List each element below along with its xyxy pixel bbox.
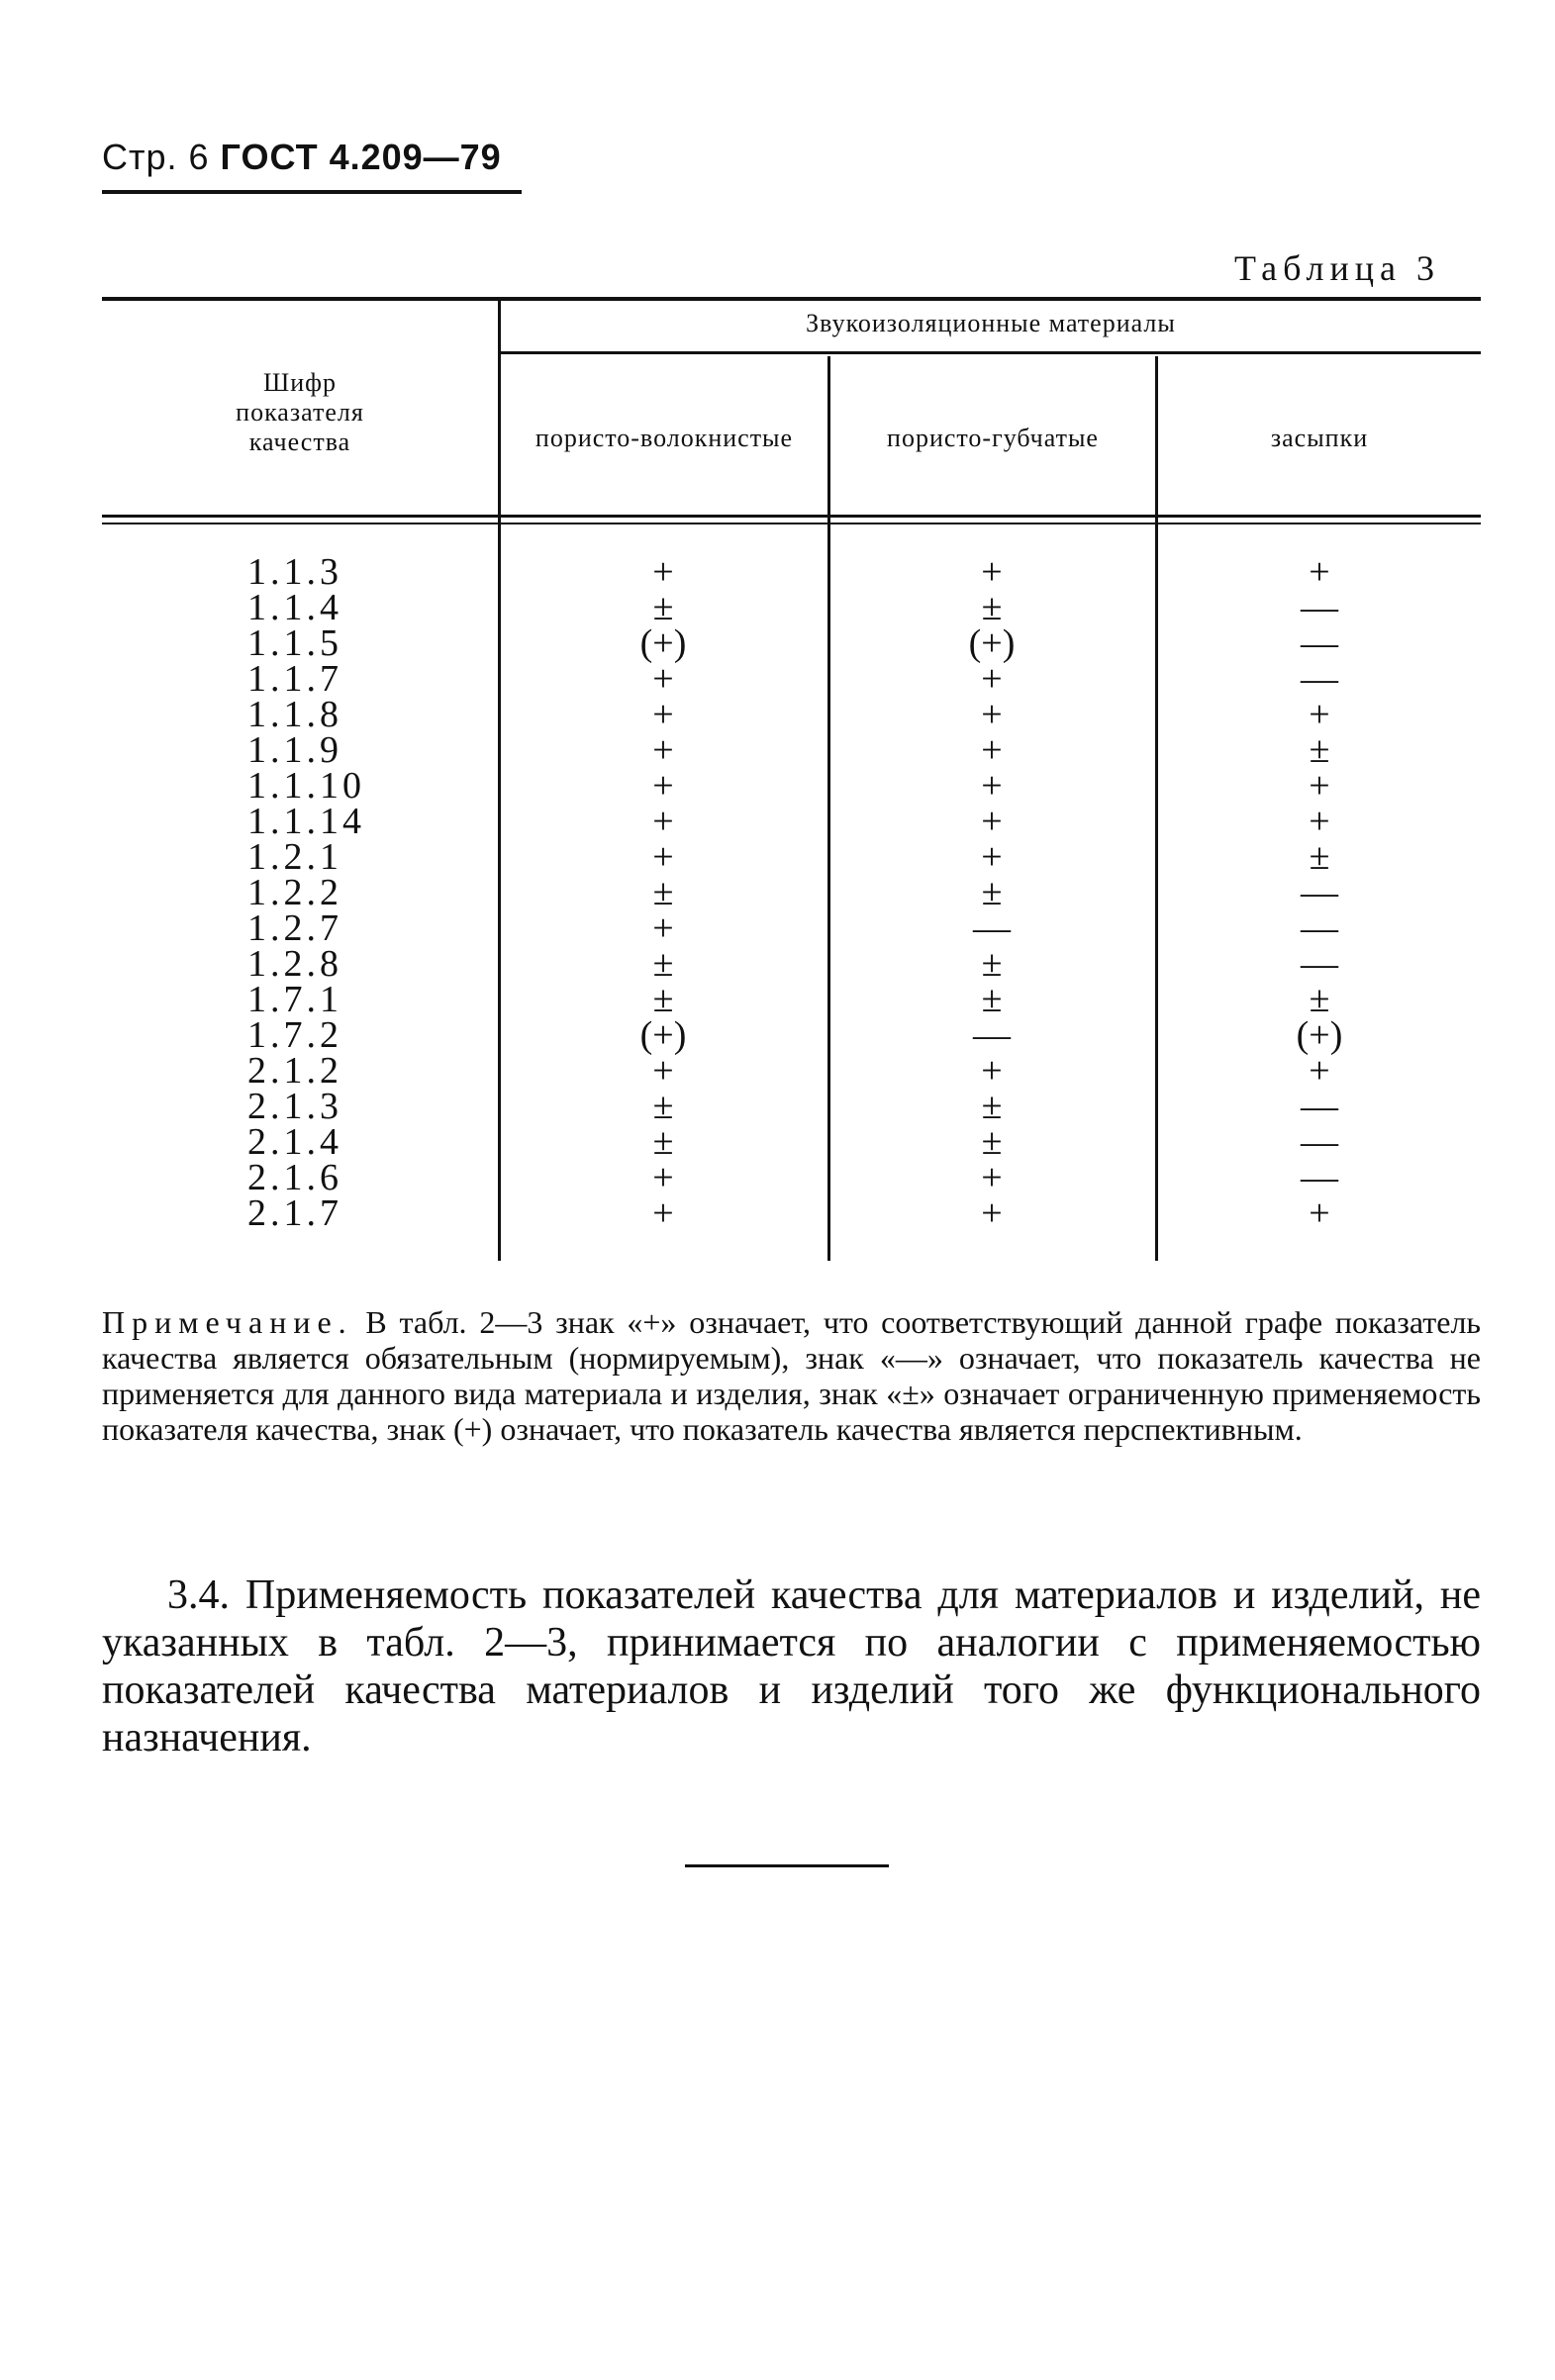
row-code: 1.1.8 (247, 694, 342, 735)
table-top-rule (102, 297, 1481, 301)
cell-mark: ± (1309, 729, 1330, 771)
column-header-fibrous: пористо-волокнистые (535, 424, 794, 452)
cell-mark: + (652, 694, 674, 735)
cell-mark: + (652, 765, 674, 807)
row-code: 2.1.6 (247, 1157, 342, 1198)
table-header-rule (102, 515, 1481, 518)
cell-mark: ± (652, 979, 674, 1020)
end-rule (685, 1864, 889, 1867)
cell-mark: — (1301, 622, 1338, 664)
row-code: 1.1.10 (247, 765, 365, 807)
cell-mark: (+) (639, 1014, 687, 1056)
cell-mark: ± (981, 979, 1003, 1020)
table-header-rule-double (102, 523, 1481, 524)
row-code: 1.2.2 (247, 872, 342, 913)
cell-mark: ± (981, 943, 1003, 985)
cell-mark: ± (981, 872, 1003, 913)
cell-mark: — (1301, 907, 1338, 949)
row-code: 1.2.7 (247, 907, 342, 949)
row-code: 1.2.1 (247, 836, 342, 878)
row-code: 2.1.4 (247, 1121, 342, 1163)
paragraph-3-4 (102, 1571, 1481, 1761)
page-header (102, 137, 502, 178)
cell-mark: — (1301, 658, 1338, 700)
cell-mark: + (981, 765, 1003, 807)
table-divider-1 (827, 356, 830, 1261)
row-code: 1.1.14 (247, 801, 365, 842)
cell-mark: ± (652, 1086, 674, 1127)
row-code: 2.1.2 (247, 1050, 342, 1092)
row-code: 2.1.3 (247, 1086, 342, 1127)
paragraph-text: 3.4. Применяемость показателей качества для материалов и изделий, не указанных в табл. 2—3, принимается по аналогии с применяемостью показателей качества материалов и изделий того же функционального назначения. (102, 1572, 1481, 1761)
cell-mark: + (1309, 801, 1330, 842)
cell-mark: + (981, 658, 1003, 700)
cell-mark: — (1301, 1086, 1338, 1127)
table-group-rule (501, 351, 1481, 354)
row-code: 1.1.3 (247, 551, 342, 593)
cell-mark: + (981, 1157, 1003, 1198)
cell-mark: (+) (1296, 1014, 1343, 1056)
cell-mark: + (652, 1157, 674, 1198)
code-column (247, 551, 365, 1234)
cell-mark: + (652, 658, 674, 700)
cell-mark: + (652, 836, 674, 878)
cell-mark: + (652, 907, 674, 949)
cell-mark: + (981, 551, 1003, 593)
row-code: 1.1.7 (247, 658, 342, 700)
spongy-column (893, 551, 1091, 1234)
cell-mark: + (981, 801, 1003, 842)
page-number: Стр. 6 (102, 137, 221, 177)
cell-mark: ± (981, 1121, 1003, 1163)
cell-mark: + (981, 836, 1003, 878)
row-code: 2.1.7 (247, 1192, 342, 1234)
row-code: 1.2.8 (247, 943, 342, 985)
cell-mark: ± (652, 943, 674, 985)
note-lead: Примечание. (102, 1304, 353, 1340)
cell-mark: + (652, 801, 674, 842)
cell-mark: + (981, 1050, 1003, 1092)
cell-mark: + (1309, 694, 1330, 735)
cell-mark: ± (652, 872, 674, 913)
code-header-line: Шифр (263, 368, 337, 397)
fibrous-column (564, 551, 762, 1234)
cell-mark: ± (652, 587, 674, 628)
row-code: 1.1.5 (247, 622, 342, 664)
row-code: 1.1.9 (247, 729, 342, 771)
standard-number: ГОСТ 4.209—79 (220, 137, 502, 177)
cell-mark: + (981, 729, 1003, 771)
cell-mark: — (1301, 1157, 1338, 1198)
cell-mark: + (1309, 551, 1330, 593)
row-code: 1.1.4 (247, 587, 342, 628)
code-header-line: качества (248, 428, 351, 456)
cell-mark: ± (981, 1086, 1003, 1127)
cell-mark: — (1301, 1121, 1338, 1163)
row-code: 1.7.1 (247, 979, 342, 1020)
cell-mark: — (1301, 943, 1338, 985)
cell-mark: ± (652, 1121, 674, 1163)
cell-mark: + (1309, 765, 1330, 807)
column-header-backfill: засыпки (1270, 424, 1369, 452)
cell-mark: + (652, 1050, 674, 1092)
table-divider-2 (1155, 356, 1158, 1261)
cell-mark: ± (981, 587, 1003, 628)
cell-mark: (+) (968, 622, 1016, 664)
cell-mark: — (1301, 872, 1338, 913)
code-header-line: показателя (236, 398, 364, 427)
cell-mark: + (652, 551, 674, 593)
cell-mark: + (652, 1192, 674, 1234)
row-code: 1.7.2 (247, 1014, 342, 1056)
code-column-header (102, 368, 498, 457)
backfill-column (1220, 551, 1418, 1234)
cell-mark: + (652, 729, 674, 771)
cell-mark: — (1301, 587, 1338, 628)
cell-mark: (+) (639, 622, 687, 664)
header-rule (102, 190, 522, 194)
cell-mark: + (981, 694, 1003, 735)
cell-mark: + (1309, 1050, 1330, 1092)
table-note (102, 1304, 1481, 1447)
cell-mark: — (973, 907, 1011, 949)
group-header: Звукоизоляционные материалы (806, 309, 1176, 337)
cell-mark: + (981, 1192, 1003, 1234)
cell-mark: ± (1309, 836, 1330, 878)
column-header-spongy: пористо-губчатые (887, 424, 1099, 452)
cell-mark: — (973, 1014, 1011, 1056)
table-label: Таблица 3 (1234, 248, 1440, 288)
cell-mark: + (1309, 1192, 1330, 1234)
note-text: В табл. 2—3 знак «+» означает, что соответствующий данной графе показатель качества является обязательным (нормируемым), знак «—» означает, что показатель качества не применяется для данного вида материала и изделия, знак «±» означает ограниченную применяемость показателя качества, знак (+) означает, что показатель качества является перспективным. (102, 1304, 1481, 1447)
cell-mark: ± (1309, 979, 1330, 1020)
